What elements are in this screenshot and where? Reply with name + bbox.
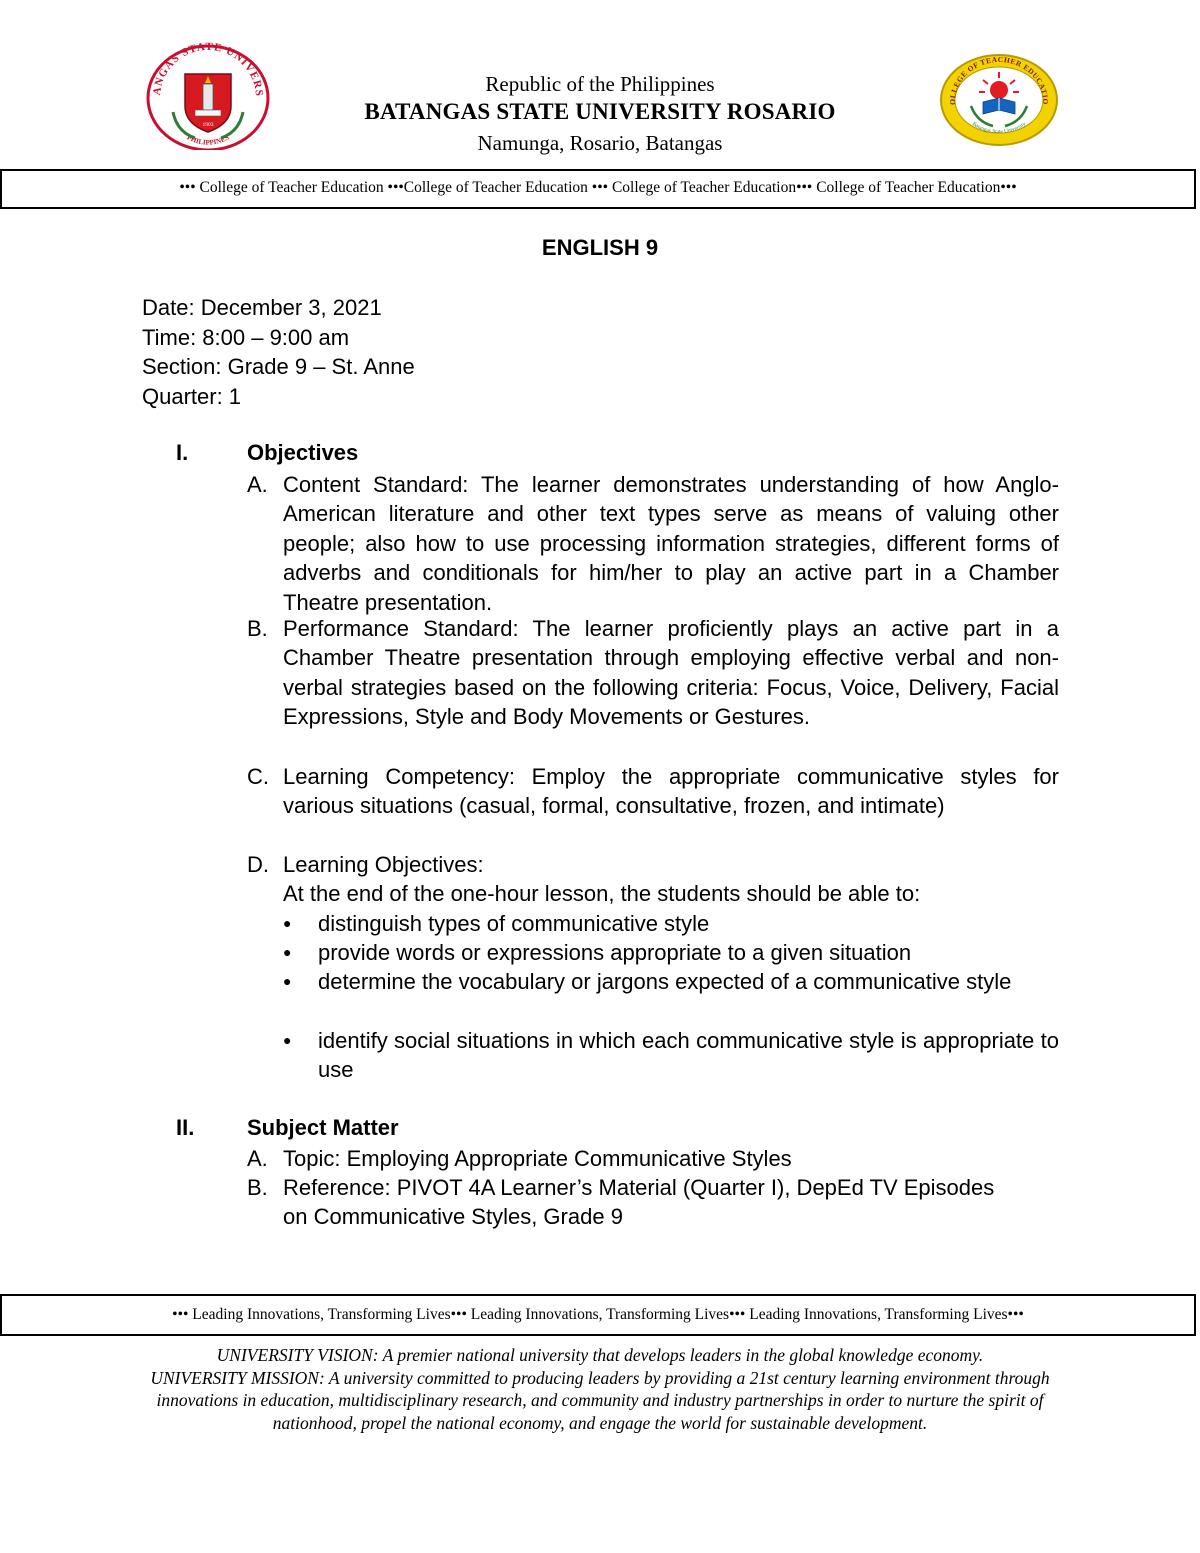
college-seal-icon: [937, 52, 1061, 148]
document-title: ENGLISH 9: [541, 235, 659, 260]
list-item: [247, 1173, 1007, 1232]
section-number: I.: [176, 440, 189, 465]
topic-text: Topic: Employing Appropriate Communicative Styles: [283, 1146, 792, 1171]
list-item: [283, 967, 1059, 996]
list-item: [283, 909, 1059, 938]
section-number: II.: [176, 1115, 195, 1140]
motto-banner: ••• Leading Innovations, Transforming Lives••• Leading Innovations, Transforming Lives••• Leading Innovations, Transforming Lives•••: [0, 1294, 1196, 1336]
republic-text: Republic of the Philippines: [485, 72, 715, 96]
list-item: [247, 470, 1059, 617]
seal-ring-text: ANGAS STATE UNIVERS: [150, 40, 266, 98]
bullet-text: provide words or expressions appropriate to a given situation: [318, 940, 912, 965]
vision-mission: [150, 1344, 1050, 1434]
seal-bottom-text: PHILIPPINES: [185, 133, 231, 147]
performance-standard-text: Performance Standard: The learner proficiently plays an active part in a Chamber Theatre presentation through employing effective verbal and non- verbal strategies based on the following criteria: Focus, Voice, Delivery, Facial Expressions, Style and Body Movements or Gestures.: [283, 616, 1059, 730]
item-letter: A.: [247, 1146, 268, 1171]
university-seal-icon: [143, 40, 273, 150]
learning-objectives-label: Learning Objectives:: [283, 852, 484, 877]
lesson-meta: [142, 293, 415, 411]
bullet-text: distinguish types of communicative style: [318, 911, 710, 936]
list-item: [247, 1144, 1059, 1173]
list-item: [247, 614, 1059, 732]
item-letter: B.: [247, 1175, 268, 1200]
college-banner: ••• College of Teacher Education •••College of Teacher Education ••• College of Teacher Education••• College of Teacher Education•••: [0, 169, 1196, 209]
college-ring-text: OLLEGE OF TEACHER EDUCATIO: [947, 54, 1051, 105]
meta-section: Section: Grade 9 – St. Anne: [142, 354, 415, 379]
item-letter: B.: [247, 616, 268, 641]
bullet-text: identify social situations in which each communicative style is appropriate to use: [318, 1028, 1059, 1083]
bullet-icon: ●: [283, 973, 292, 989]
meta-time: Time: 8:00 – 9:00 am: [142, 324, 350, 350]
seal-year: 1903: [202, 122, 214, 128]
item-letter: D.: [247, 852, 269, 877]
item-letter: C.: [247, 764, 269, 789]
section-title-subject-matter: Subject Matter: [247, 1115, 399, 1140]
learning-competency-text: Learning Competency: Employ the appropriate communicative styles for various situations (casual, formal, consultative, frozen, and intimate): [283, 764, 1059, 819]
list-item: [283, 938, 1059, 967]
content-standard-text: Content Standard: The learner demonstrates understanding of how Anglo-American literature and other text types serve as means of valuing other people; also how to use processing information strategies, different forms of adverbs and conditionals for him/her to play an active part in a Chamber Theatre presentation.: [283, 472, 1059, 615]
objectives-intro: At the end of the one-hour lesson, the students should be able to:: [283, 881, 921, 906]
bullet-icon: ●: [283, 915, 292, 931]
college-bottom-text: Batangas State University: [970, 121, 1028, 136]
bullet-text: determine the vocabulary or jargons expected of a communicative style: [318, 969, 1012, 994]
list-item: [247, 762, 1059, 821]
meta-date: Date: December 3, 2021: [142, 295, 382, 320]
university-name: BATANGAS STATE UNIVERSITY ROSARIO: [364, 99, 836, 124]
university-address: Namunga, Rosario, Batangas: [477, 131, 723, 155]
section-title-objectives: Objectives: [247, 440, 359, 465]
list-item: [283, 1026, 1059, 1085]
item-letter: A.: [247, 472, 268, 497]
meta-quarter: Quarter: 1: [142, 383, 242, 409]
university-mission: UNIVERSITY MISSION: A university committed to producing leaders by providing a 21st century learning environment through innovations in education, multidisciplinary research, and community and industry partnerships in order to nurture the spirit of nationhood, propel the national economy, and engage the world for sustainable development.: [150, 1367, 1050, 1433]
bullet-icon: ●: [283, 944, 292, 960]
list-item: [247, 850, 1059, 879]
university-vision: UNIVERSITY VISION: A premier national university that develops leaders in the global knowledge economy.: [216, 1345, 984, 1365]
bullet-icon: ●: [283, 1032, 292, 1048]
reference-text: Reference: PIVOT 4A Learner’s Material (Quarter I), DepEd TV Episodes on Communicative Styles, Grade 9: [283, 1175, 995, 1230]
